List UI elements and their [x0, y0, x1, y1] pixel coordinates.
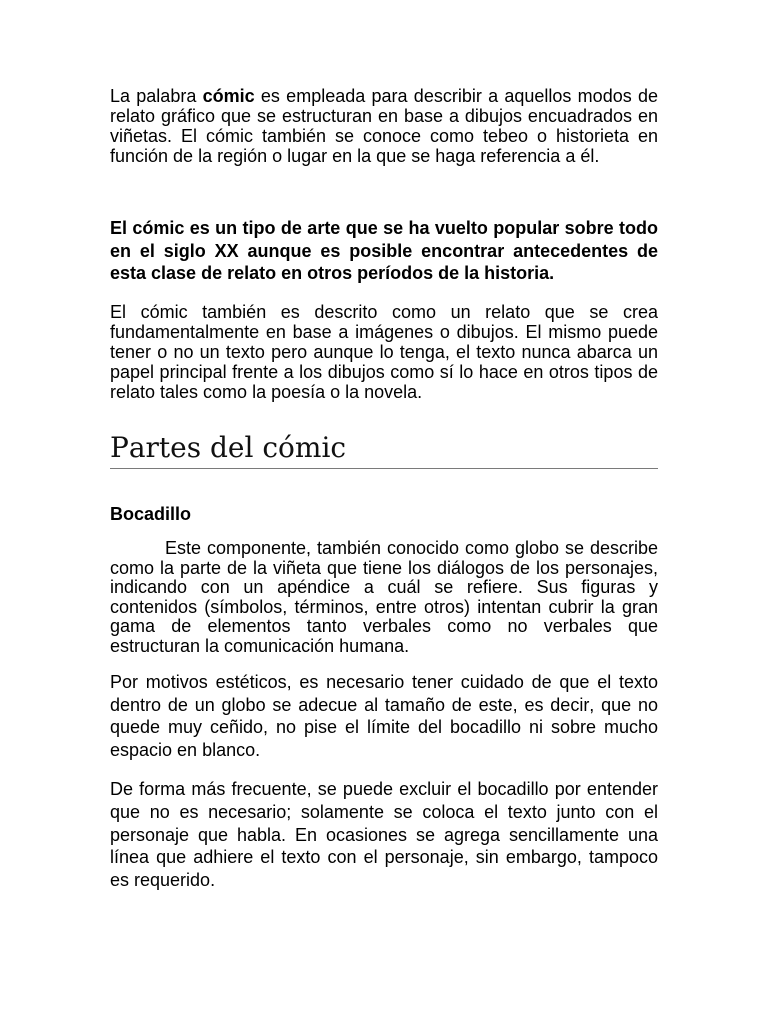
subsection-title: Bocadillo	[110, 504, 192, 524]
section-title: Partes del cómic	[110, 431, 347, 464]
intro-text-start: La palabra	[110, 86, 203, 106]
description-paragraph: El cómic también es descrito como un relato que se crea fundamentalmente en base a imágenes o dibujos. El mismo puede tener o no un texto pero aunque lo tenga, el texto nunca abarca un papel principal frente a los dibujos como sí lo hace en otros tipos de relato tales como la poesía o la novela.	[110, 302, 658, 402]
intro-term-bold: cómic	[202, 86, 255, 106]
intro-paragraph	[110, 86, 658, 166]
bocadillo-paragraph-3: De forma más frecuente, se puede excluir el bocadillo por entender que no es necesario; solamente se coloca el texto junto con el personaje que habla. En ocasiones se agrega sencillamente una línea que adhiere el texto con el personaje, sin embargo, tampoco es requerido.	[110, 779, 658, 891]
intro-text-end: es empleada para describir a aquellos modos de relato gráfico que se estructuran en base a dibujos encuadrados en viñetas. El cómic también se conoce como tebeo o historieta en función de la región o lugar en la que se haga referencia a él.	[110, 86, 658, 166]
bocadillo-paragraph-1: Este componente, también conocido como globo se describe como la parte de la viñeta que tiene los diálogos de los personajes, indicando con un apéndice a cuál se refiere. Sus figuras y contenidos (símbolos, términos, entre otros) intentan cubrir la gran gama de elementos tanto verbales como no verbales que estructuran la comunicación humana.	[110, 538, 658, 656]
bocadillo-paragraph-2: Por motivos estéticos, es necesario tener cuidado de que el texto dentro de un globo se adecue al tamaño de este, es decir, que no quede muy ceñido, no pise el límite del bocadillo ni sobre mucho espacio en blanco.	[110, 672, 658, 761]
section-title-rule	[110, 468, 658, 469]
highlight-paragraph: El cómic es un tipo de arte que se ha vuelto popular sobre todo en el siglo XX aunque es posible encontrar antecedentes de esta clase de relato en otros períodos de la historia.	[110, 218, 658, 283]
